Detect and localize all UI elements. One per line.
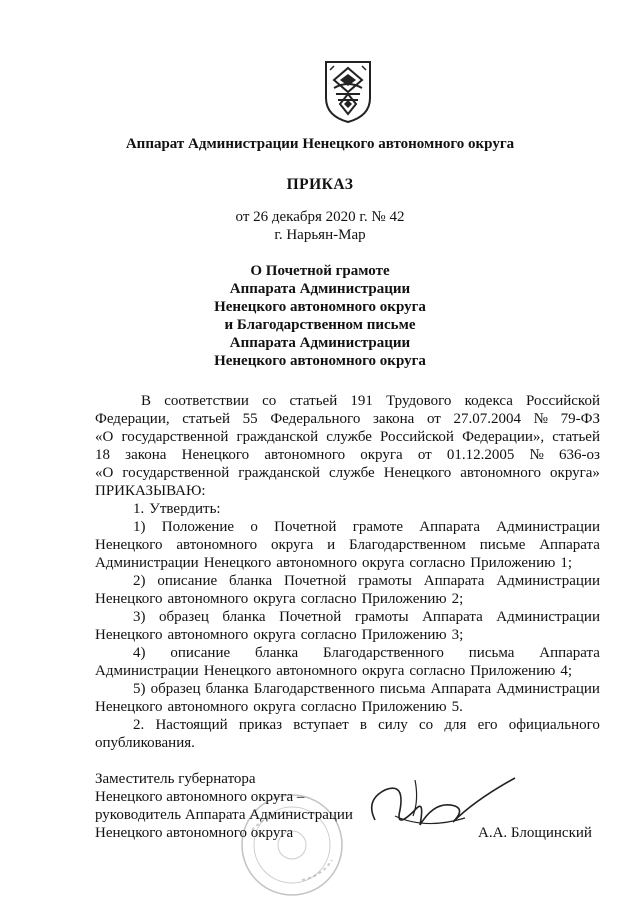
signatory-position-line: Ненецкого автономного округа – bbox=[95, 789, 305, 805]
city: г. Нарьян-Мар bbox=[274, 227, 366, 243]
body-line: опубликования. bbox=[95, 735, 195, 751]
body-line: Ненецкого автономного округа согласно Приложению 3; bbox=[95, 627, 464, 643]
body-line: Администрации Ненецкого автономного округа согласно Приложению 4; bbox=[95, 663, 572, 679]
subject-line: Ненецкого автономного округа bbox=[214, 299, 426, 315]
date-and-number: от 26 декабря 2020 г. № 42 bbox=[235, 209, 405, 225]
body-line: 3) образец бланка Почетной грамоты Аппарата Администрации bbox=[133, 609, 600, 625]
subject-line: О Почетной грамоте bbox=[250, 263, 390, 279]
document-body bbox=[95, 392, 600, 752]
body-line: Ненецкого автономного округа и Благодарственном письме Аппарата bbox=[95, 537, 600, 553]
subject-line: Ненецкого автономного округа bbox=[214, 353, 426, 369]
body-line: Администрации Ненецкого автономного округа согласно Приложению 1; bbox=[95, 555, 572, 571]
subject-line: и Благодарственном письме bbox=[224, 317, 416, 333]
signatory-name: А.А. Блощинский bbox=[478, 825, 592, 841]
subject-line: Аппарата Администрации bbox=[229, 281, 411, 297]
body-line: «О государственной гражданской службе Российской Федерации», статьей bbox=[95, 429, 600, 445]
signatory-position-line: руководитель Аппарата Администрации bbox=[95, 807, 353, 823]
body-line: Федерации, статьей 55 Федерального закона от 27.07.2004 № 79-ФЗ bbox=[95, 411, 600, 427]
signatory-position-line: Заместитель губернатора bbox=[95, 771, 256, 787]
body-line: В соответствии со статьей 191 Трудового кодекса Российской bbox=[141, 393, 600, 409]
body-line: 2. Настоящий приказ вступает в силу со для его официального bbox=[133, 717, 600, 733]
document-type: ПРИКАЗ bbox=[286, 176, 354, 193]
body-line: 5) образец бланка Благодарственного письма Аппарата Администрации bbox=[133, 681, 600, 697]
body-line: ПРИКАЗЫВАЮ: bbox=[95, 483, 206, 499]
body-line: «О государственной гражданской службе Ненецкого автономного округа» bbox=[95, 465, 600, 481]
document-subject bbox=[0, 262, 640, 370]
organization-name: Аппарат Администрации Ненецкого автономного округа bbox=[125, 136, 515, 152]
body-line: 1. Утвердить: bbox=[133, 501, 221, 517]
body-line: 18 закона Ненецкого автономного округа от 01.12.2005 № 636-оз bbox=[95, 447, 600, 463]
body-line: 1) Положение о Почетной грамоте Аппарата Администрации bbox=[133, 519, 600, 535]
subject-line: Аппарата Администрации bbox=[229, 335, 411, 351]
body-line: Ненецкого автономного округа согласно Приложению 2; bbox=[95, 591, 464, 607]
body-line: Ненецкого автономного округа согласно Приложению 5. bbox=[95, 699, 463, 715]
coat-of-arms-icon bbox=[322, 58, 374, 124]
body-line: 4) описание бланка Благодарственного письма Аппарата bbox=[133, 645, 600, 661]
signatory-position-line: Ненецкого автономного округа bbox=[95, 825, 294, 841]
signatory-position bbox=[95, 770, 353, 842]
body-line: 2) описание бланка Почетной грамоты Аппарата Администрации bbox=[133, 573, 600, 589]
